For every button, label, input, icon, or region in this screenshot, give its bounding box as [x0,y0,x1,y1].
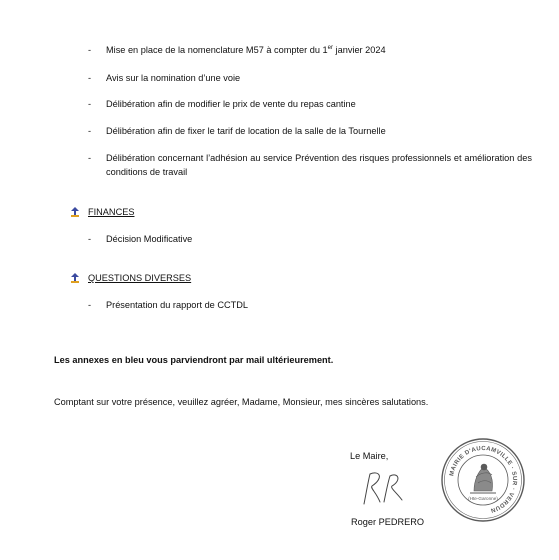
list-dash: - [88,126,92,136]
arrow-bullet-icon [70,207,80,217]
section-title-questions-diverses: QUESTIONS DIVERSES [88,273,192,283]
list-dash: - [88,73,92,83]
list-dash: - [88,99,92,109]
closing-salutation: Comptant sur votre présence, veuillez agréer, Madame, Monsieur, mes sincères salutations. [54,397,429,407]
seal-region-text: (Hte-Garonne) [468,496,498,501]
list-item: Délibération afin de fixer le tarif de location de la salle de la Tournelle [106,126,386,136]
list-dash: - [88,153,92,163]
list-item: Délibération concernant l’adhésion au service Prévention des risques professionnels et amélioration des conditions de travail [106,153,532,177]
list-dash: - [88,234,92,244]
signature-name: Roger PEDRERO [351,517,425,527]
arrow-bullet-icon [70,273,80,283]
municipal-seal [440,437,526,523]
list-item: Avis sur la nomination d’une voie [106,73,241,83]
list-item: Décision Modificative [106,234,193,244]
list-item: Présentation du rapport de CCTDL [106,300,248,310]
seal-ring-text: MAIRIE D'AUCAMVILLE · SUR · VERDUN [449,445,518,514]
list-item: Mise en place de la nomenclature M57 à compter du 1er janvier 2024 [106,44,386,55]
signature-role: Le Maire, [350,451,389,461]
list-dash: - [88,300,92,310]
list-dash: - [88,45,92,55]
annexes-note: Les annexes en bleu vous parviendront par mail ultérieurement. [54,355,334,365]
handwritten-signature [356,468,408,510]
list-item: Délibération afin de modifier le prix de vente du repas cantine [106,99,356,109]
section-title-finances: FINANCES [88,207,135,217]
